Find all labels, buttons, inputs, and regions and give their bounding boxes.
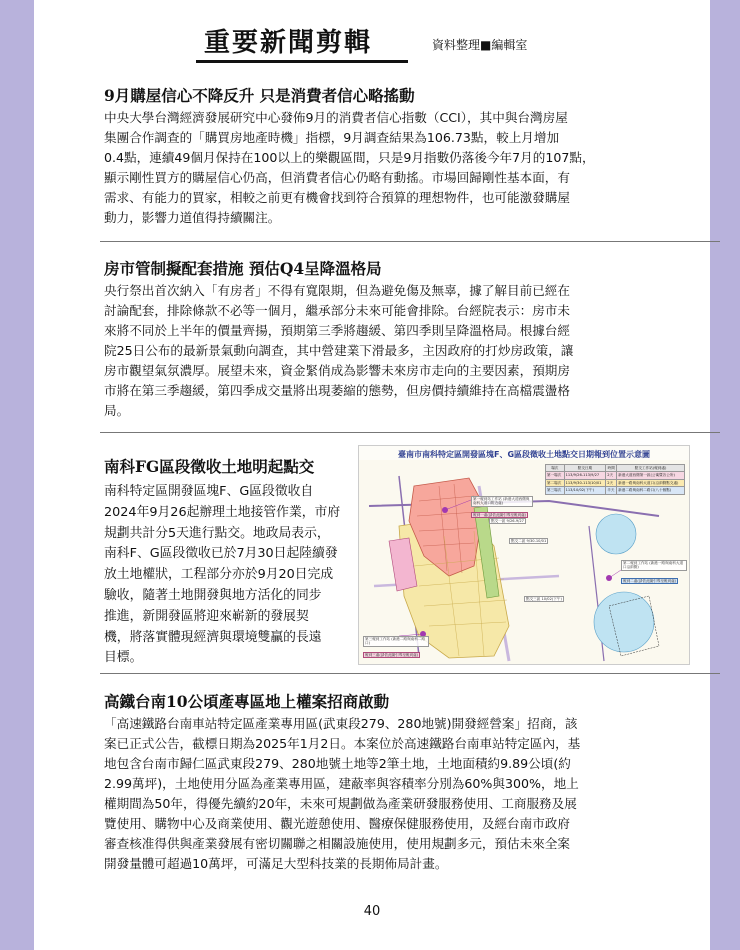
article-4-line: 「高速鐵路台南車站特定區產業專用區(武東段279、280地號)開發經營案」招商，該	[104, 716, 578, 731]
article-1-line: 需求、有能力的買家，相較之前更有機會找到符合預算的理想物件，也可能激發購屋	[104, 190, 570, 205]
page-title: 重要新聞剪輯	[204, 28, 373, 58]
title-underline	[196, 60, 408, 63]
section-divider	[100, 432, 720, 433]
article-1-line: 0.4點，連續49個月保持在100以上的樂觀區間，只是9月指數仍落後今年7月的107點，	[104, 150, 595, 165]
article-3-line: 南科F、G區段徵收已於7月30日起陸續發	[104, 546, 338, 562]
article-2-line: 房市觀望氣氛濃厚。展望未來，資金緊俏成為影響未來房市走向的主要因素，預期房	[104, 363, 570, 378]
schedule-cell: 半天	[606, 487, 617, 494]
schedule-header-cell: 場次	[546, 465, 565, 472]
article-3-title: 南科FG區段徵收土地明起點交	[104, 457, 315, 476]
section-divider	[100, 673, 720, 674]
article-2-title: 房市管制擬配套措施 預估Q4呈降溫格局	[104, 259, 382, 278]
schedule-cell: 新港大道西側第一區(公寓暨各公所)	[617, 472, 685, 479]
article-2-body	[104, 281, 689, 421]
article-3-line: 放土地權狀，工程部分亦於9月20日完成	[104, 567, 334, 583]
article-3-line: 驗收，隨著土地開發與地方活化的同步	[104, 587, 322, 603]
map-legend-chip: 報到一處(請依此圖引導至報到處)	[473, 513, 527, 517]
schedule-cell: 新港一路與南科大道口(沿兩側點交處)	[617, 479, 685, 486]
article-2-line: 市將在第三季趨緩，第四季成交量將出現萎縮的態勢，但房價持續維持在高檔震盪格	[104, 383, 570, 398]
schedule-cell: 113/10/02(下午)	[564, 487, 606, 494]
map-label-station-3: 第三報到工作站 (新港二路與南科二路口)	[363, 636, 429, 647]
map-label-zone-1: 點交一區 9/26-9/27	[491, 519, 524, 523]
article-3-body	[104, 482, 344, 669]
article-4-line: 審查核准得供與產業發展有密切關聯之相關設施使用，使用規劃多元，預估未來全案	[104, 836, 570, 851]
map-legend-chip: 報到二處(請依此圖引導至報到處)	[623, 579, 677, 583]
map-label-zone-2: 點交二區 9/30-10/01	[511, 539, 547, 543]
section-divider	[100, 241, 720, 242]
article-4-line: 開發量體可超過10萬坪，可滿足大型科技業的長期佈局計畫。	[104, 856, 448, 871]
article-4-title: 高鐵台南10公頃產專區地上權案招商啟動	[104, 692, 390, 711]
article-4-line: 案已正式公告，截標日期為2025年1月2日。本案位於高速鐵路台南車站特定區內，基	[104, 736, 581, 751]
article-1-line: 中央大學台灣經濟發展研究中心發佈9月的消費者信心指數（CCI），其中與台灣房屋	[104, 110, 568, 125]
schedule-cell: 2天	[606, 472, 617, 479]
article-4-line: 2.99萬坪)，土地使用分區為產業專用區，建蔽率與容積率分別為60%與300%，地上	[104, 776, 579, 791]
map-legend-chip: 報到三處(請依此圖引導至報到處)	[365, 653, 419, 657]
article-2-line: 院25日公布的最新景氣動向調查，其中營建業下滑最多，主因政府的打炒房政策，讓	[104, 343, 574, 358]
schedule-cell: 113/9/26-113/9/27	[564, 472, 606, 479]
article-3-line: 目標。	[104, 650, 143, 666]
article-3-line: 規劃共計分5天進行點交。地政局表示，	[104, 525, 330, 541]
article-1-title: 9月購屋信心不降反升 只是消費者信心略搖動	[104, 86, 415, 105]
article-1-line: 顯示剛性買方的購屋信心仍高，但消費者信心仍略有動搖。市場回歸剛性基本面，有	[104, 170, 570, 185]
article-2-line: 央行祭出首次納入「有房者」不得有寬限期，但為避免傷及無辜，據了解目前已經在	[104, 283, 570, 298]
map-label-station-2: 第二報到工作站 (新港一路與南科大道口沿兩側)	[621, 560, 687, 571]
land-handover-map	[358, 445, 690, 665]
schedule-row	[546, 479, 685, 486]
schedule-cell: 113/9/30-113/10/01	[564, 479, 606, 486]
handover-schedule-table	[545, 464, 685, 495]
map-caption: 臺南市南科特定區開發區塊F、G區段徵收土地點交日期報到位置示意圖	[397, 450, 651, 459]
source-credit: 資料整理■編輯室	[432, 38, 528, 52]
article-4-line: 地包含台南市歸仁區武東段279、280地號土地等2筆土地，土地面積約9.89公頃(約	[104, 756, 571, 771]
page-sheet	[34, 0, 710, 950]
article-3-line: 推進，新開發區將迎來嶄新的發展契	[104, 608, 309, 624]
schedule-cell: 新港二路與南科二路口(八十個點)	[617, 487, 685, 494]
article-3-line: 2024年9月26起辦理土地接管作業，市府	[104, 504, 341, 520]
article-1-line: 動力，影響力道值得持續關注。	[104, 210, 281, 225]
schedule-header-cell: 點交工作站(報到處)	[617, 465, 685, 472]
article-4-line: 權期間為50年，得優先續約20年，未來可規劃做為產業研發服務使用、工商服務及展	[104, 796, 577, 811]
map-label-zone-3: 點交三區 10/02(下午)	[526, 597, 562, 601]
schedule-cell: 第三場次	[546, 487, 565, 494]
schedule-header-cell: 時間	[607, 466, 615, 470]
map-label-station-1: 第一報到站工作站 (新港大道西側與南科大道口附近處)	[471, 496, 533, 507]
schedule-header-row	[546, 465, 685, 472]
schedule-cell: 2天	[606, 479, 617, 486]
page-number: 40	[363, 904, 381, 919]
schedule-row	[546, 472, 685, 479]
article-4-line: 覽使用、購物中心及商業使用、觀光遊憩使用、醫療保健服務使用，及經台南市政府	[104, 816, 570, 831]
article-2-line: 局。	[104, 403, 130, 418]
schedule-cell: 第二場次	[546, 479, 565, 486]
article-4-body	[104, 714, 689, 874]
article-1-body	[104, 108, 689, 228]
article-1-line: 集團合作調查的「購買房地產時機」指標，9月調查結果為106.73點，較上月增加	[104, 130, 560, 145]
article-3-line: 機，將落實體現經濟與環境雙贏的長遠	[104, 629, 322, 645]
schedule-cell: 第一場次	[546, 472, 565, 479]
schedule-header-cell: 點交日期	[564, 465, 606, 472]
article-2-line: 來將不同於上半年的價量齊揚，預期第三季將趨緩、第四季則呈降溫格局。根據台經	[104, 323, 570, 338]
schedule-row	[546, 487, 685, 494]
article-2-line: 討論配套，排除條款不必等一個月，繼承部分未來可能會排除。台經院表示：房市未	[104, 303, 570, 318]
article-3-line: 南科特定區開發區塊F、G區段徵收自	[104, 484, 314, 499]
